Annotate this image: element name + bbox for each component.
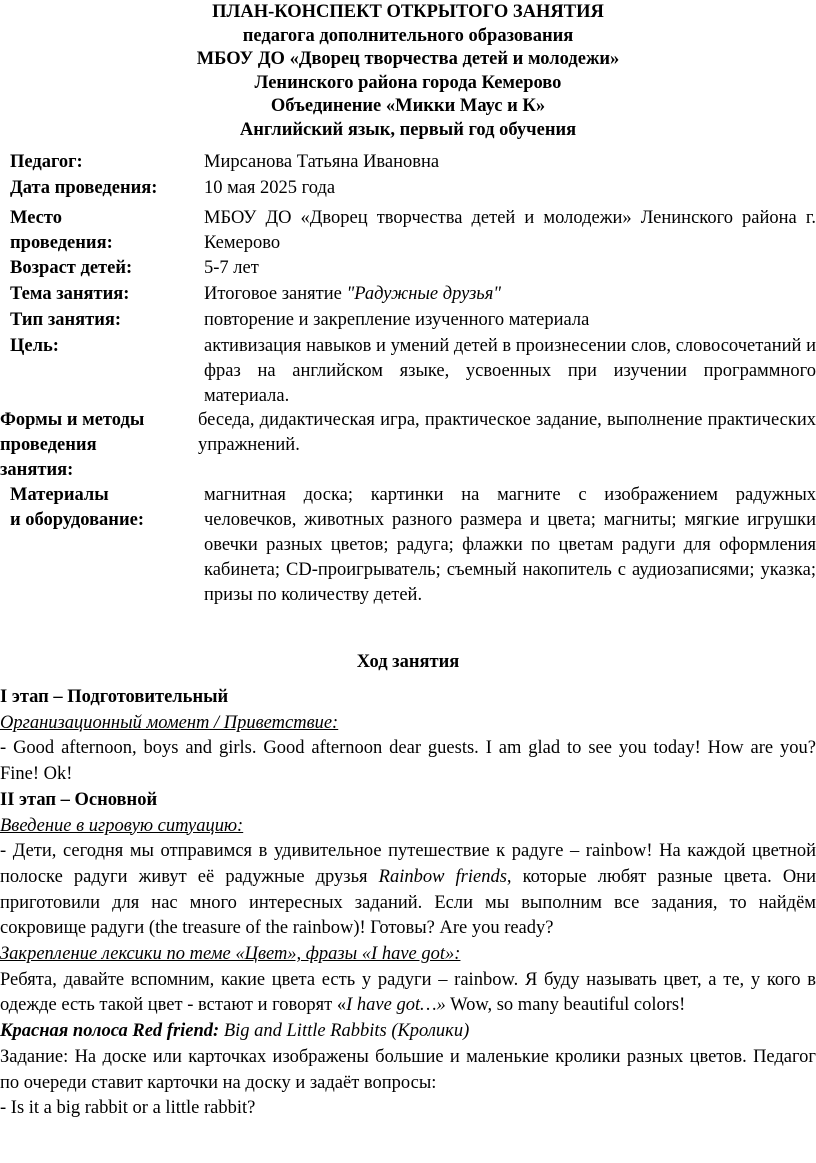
topic-value	[204, 282, 501, 307]
materials-label-line2: и оборудование:	[10, 510, 144, 530]
type-value: повторение и закрепление изученного материала	[204, 310, 590, 330]
place-label	[10, 206, 113, 256]
vocab-text-1: Ребята, давайте вспомним, какие цвета есть у радуги – rainbow. Я буду называть цвет, а те, у кого в одежде есть такой цвет - встают и говорят «	[0, 969, 816, 1016]
forms-label-line2: проведения	[0, 435, 97, 455]
teacher-position: педагога дополнительного образования	[242, 25, 574, 46]
age-label: Возраст детей:	[10, 258, 133, 278]
teacher-label: Педагог:	[10, 152, 83, 172]
intro-heading: Введение в игровую ситуацию:	[0, 815, 244, 836]
course-body	[0, 685, 816, 1122]
red-stripe-heading	[0, 1019, 816, 1045]
rabbits-title: Big and Little Rabbits (Кролики)	[219, 1021, 470, 1042]
association-name: Объединение «Микки Маус и К»	[270, 96, 546, 117]
topic-label: Тема занятия:	[10, 284, 130, 304]
materials-value: магнитная доска; картинки на магните с изображением радужных человечков, животных разного размера и цвета; магниты; мягкие игрушки овечки разных цветов; радуга; флажки по цветам радуги для оформления кабинета; CD-проигрыватель; съемный накопитель с аудиозаписями; указка; призы по количеству детей.	[204, 485, 816, 605]
institution-name: МБОУ ДО «Дворец творчества детей и молодежи»	[196, 49, 620, 70]
intro-text-2: , которые любят разные цвета. Они приготовили для нас много интересных заданий. Если мы выполним все задания, то найдём сокровище радуги (the treasure of the rainbow)! Готовы? Are you ready?	[0, 866, 816, 939]
question-text: - Is it a big rabbit or a little rabbit?	[0, 1098, 256, 1119]
district-name: Ленинского района города Кемерово	[254, 72, 562, 93]
vocab-heading: Закрепление лексики по теме «Цвет», фразы «I have got»:	[0, 944, 461, 965]
date-label: Дата проведения:	[10, 178, 158, 198]
teacher-value: Мирсанова Татьяна Ивановна	[204, 152, 440, 172]
greeting-text: - Good afternoon, boys and girls. Good afternoon dear guests. I am glad to see you today! How are you? Fine! Ok!	[0, 738, 816, 785]
materials-label	[10, 483, 144, 533]
forms-label-line3: занятия:	[0, 460, 74, 480]
topic-prefix: Итоговое занятие	[204, 284, 347, 304]
intro-text-1: - Дети, сегодня мы отправимся в удивительное путешествие к радуге – rainbow! На каждой цветной полоске радуги живут её радужные друзья	[0, 841, 816, 887]
intro-rainbow-friends: Rainbow friends	[378, 866, 507, 887]
forms-value: беседа, дидактическая игра, практическое задание, выполнение практических упражнений.	[198, 410, 816, 455]
place-label-line1: Место	[10, 208, 62, 228]
intro-paragraph	[0, 839, 816, 942]
goal-value: активизация навыков и умений детей в произнесении слов, словосочетаний и фраз на английском языке, усвоенных при изучении программного материала.	[204, 336, 816, 406]
vocab-text-2: Wow, so many beautiful colors!	[445, 995, 686, 1016]
place-label-line2: проведения:	[10, 233, 113, 253]
goal-label: Цель:	[10, 336, 59, 356]
vocab-phrase: I have got…»	[346, 995, 446, 1016]
forms-label-line1: Формы и методы	[0, 410, 145, 430]
vocab-paragraph	[0, 968, 816, 1019]
place-value: МБОУ ДО «Дворец творчества детей и молодежи» Ленинского района г. Кемерово	[204, 208, 816, 253]
subject-year: Английский язык, первый год обучения	[239, 119, 577, 140]
document-header	[0, 0, 816, 143]
task-paragraph: Задание: На доске или карточках изображены большие и маленькие кролики разных цветов. Педагог по очереди ставит карточки на доску и задаёт вопросы:	[0, 1046, 816, 1093]
materials-label-line1: Материалы	[10, 485, 109, 505]
stage1-heading: I этап – Подготовительный	[0, 687, 229, 707]
course-title: Ход занятия	[356, 652, 460, 672]
stage2-heading: II этап – Основной	[0, 789, 158, 810]
plan-title: ПЛАН-КОНСПЕКТ ОТКРЫТОГО ЗАНЯТИЯ	[212, 2, 604, 22]
forms-label	[0, 408, 144, 483]
type-label: Тип занятия:	[10, 310, 122, 330]
topic-title: "Радужные друзья"	[346, 284, 502, 304]
date-value: 10 мая 2025 года	[204, 178, 336, 198]
red-friend-label: Красная полоса Red friend:	[0, 1021, 220, 1042]
org-moment-heading: Организационный момент / Приветствие:	[0, 712, 339, 733]
age-value: 5-7 лет	[204, 258, 259, 278]
